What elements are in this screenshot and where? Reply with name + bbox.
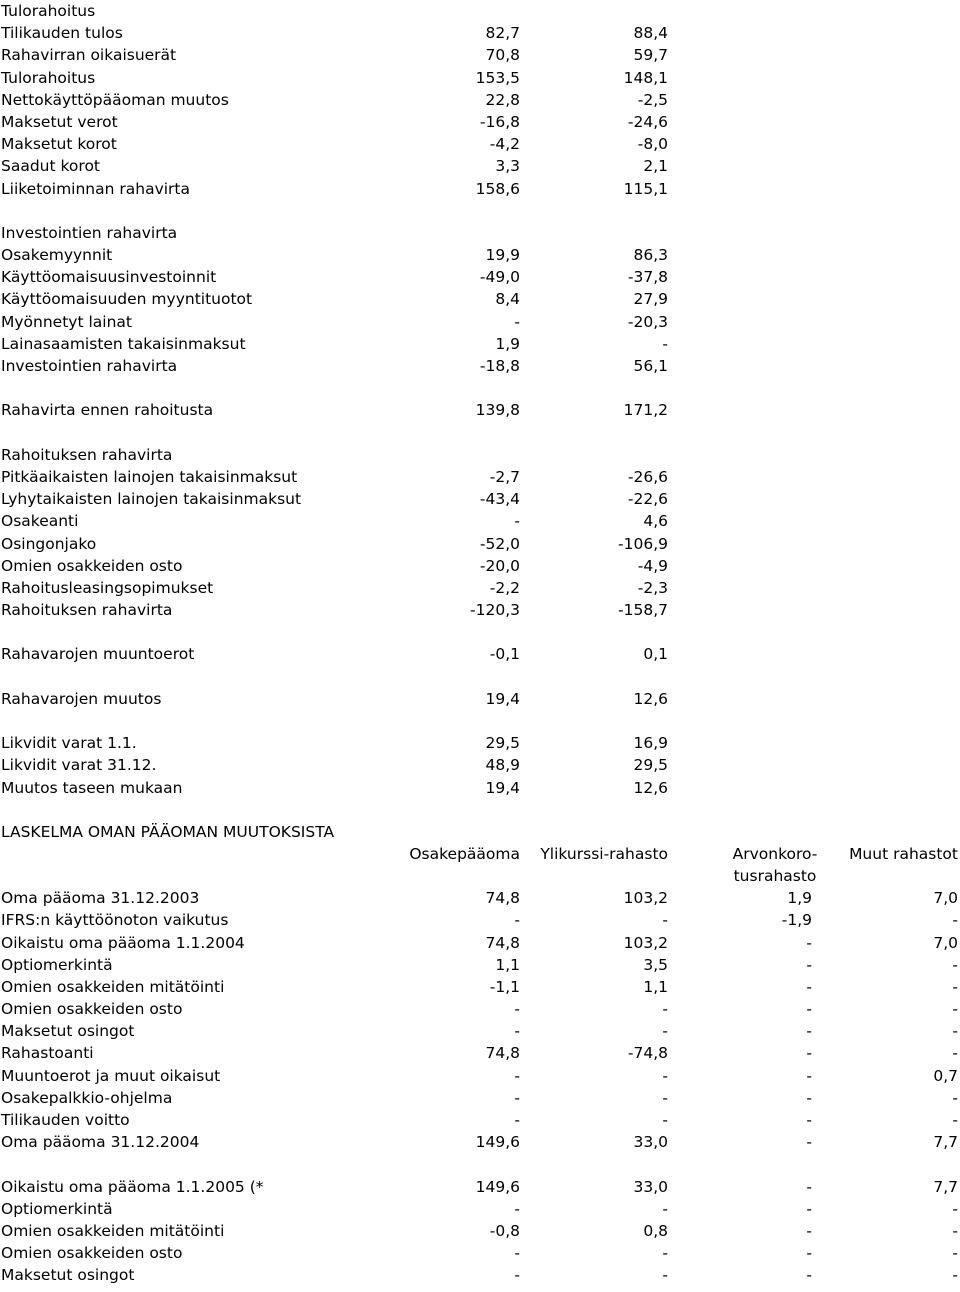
cashflow-row [0,222,960,244]
equity-statement [0,821,960,1287]
row-label: Osakepalkkio-ohjelma [1,1088,173,1107]
value-muut-rahastot: 7,7 [933,1133,958,1152]
value-osakepaaoma: - [514,911,520,930]
value-arvonkorotusrahasto: - [806,1177,812,1196]
value-2004: 86,3 [633,246,668,265]
row-label: Optiomerkintä [1,1199,113,1218]
row-label: Muutos taseen mukaan [1,778,183,797]
value-muut-rahastot: - [952,1244,958,1263]
equity-row [0,909,960,931]
cashflow-row [0,22,960,44]
value-arvonkorotusrahasto: - [806,977,812,996]
equity-title [0,821,960,843]
value-ylikurssirahasto: -74,8 [627,1044,668,1063]
value-2005: -49,0 [479,268,520,287]
row-label: Maksetut osingot [1,1022,135,1041]
cashflow-row [0,754,960,776]
header-arvonkorotusrahasto [720,843,830,887]
value-2004: -4,9 [637,556,668,575]
equity-row [0,1264,960,1286]
equity-column-headers [0,843,960,887]
header-ylikurssirahasto: Ylikurssi-rahasto [540,845,668,864]
cashflow-row [0,0,960,22]
equity-row [0,1176,960,1198]
row-label: Investointien rahavirta [1,223,178,242]
equity-row [0,998,960,1020]
value-2005: -20,0 [479,556,520,575]
row-label: Rahavirta ennen rahoitusta [1,401,214,420]
header-arvonkorotusrahasto-line2: tusrahasto [733,867,817,886]
equity-rows [0,887,960,1286]
row-label: Lainasaamisten takaisinmaksut [1,334,246,353]
value-arvonkorotusrahasto: - [806,1199,812,1218]
row-label: Maksetut korot [1,135,117,154]
value-osakepaaoma: - [514,1111,520,1129]
value-osakepaaoma: - [514,1022,520,1041]
value-muut-rahastot: 7,7 [933,1177,958,1196]
cashflow-row [0,67,960,89]
cashflow-row [0,44,960,66]
value-ylikurssirahasto: 103,2 [623,933,668,952]
value-muut-rahastot: - [952,1044,958,1063]
value-arvonkorotusrahasto: - [806,1066,812,1085]
value-2005: - [514,312,520,331]
cashflow-row [0,466,960,488]
row-label: Lyhytaikaisten lainojen takaisinmaksut [1,490,302,509]
section-gap [0,666,960,688]
value-2005: -120,3 [470,601,520,620]
section-gap [0,710,960,732]
cashflow-row [0,311,960,333]
value-arvonkorotusrahasto: - [806,1266,812,1285]
value-muut-rahastot: - [952,1266,958,1285]
value-muut-rahastot: - [952,911,958,930]
row-label: Likvidit varat 31.12. [1,756,157,775]
equity-row [0,1220,960,1242]
value-2005: -2,7 [489,467,520,486]
section-gap [0,377,960,399]
value-2004: 27,9 [633,290,668,309]
section-gap [0,1153,960,1175]
cashflow-row [0,643,960,665]
value-2005: -52,0 [479,534,520,553]
value-muut-rahastot: 0,7 [933,1066,958,1085]
row-label: Omien osakkeiden mitätöinti [1,1221,225,1240]
value-2004: 29,5 [633,756,668,775]
value-arvonkorotusrahasto: - [806,1133,812,1152]
value-osakepaaoma: 149,6 [475,1177,520,1196]
value-2004: 148,1 [623,68,668,87]
value-ylikurssirahasto: 33,0 [633,1133,668,1152]
value-ylikurssirahasto: - [662,911,668,930]
row-label: IFRS:n käyttöönoton vaikutus [1,911,229,930]
value-2004: -22,6 [627,490,668,509]
value-arvonkorotusrahasto: - [806,1221,812,1240]
value-2004: 56,1 [633,357,668,375]
row-label: Oma pääoma 31.12.2004 [1,1133,200,1152]
value-2004: 115,1 [623,179,668,198]
value-muut-rahastot: - [952,1221,958,1240]
value-osakepaaoma: -0,8 [489,1221,520,1240]
cashflow-row [0,688,960,710]
value-2005: 22,8 [485,90,520,109]
row-label: Tulorahoitus [1,68,96,87]
value-osakepaaoma: 149,6 [475,1133,520,1152]
row-label: Liiketoiminnan rahavirta [1,179,190,198]
value-arvonkorotusrahasto: - [806,1022,812,1041]
value-2004: 88,4 [633,24,668,43]
row-label: Omien osakkeiden osto [1,1000,183,1019]
row-label: Käyttöomaisuusinvestoinnit [1,268,217,287]
value-2005: 70,8 [485,46,520,65]
value-2005: -2,2 [489,578,520,597]
value-arvonkorotusrahasto: - [806,933,812,952]
value-2004: 4,6 [643,512,668,531]
cashflow-row [0,355,960,377]
value-osakepaaoma: - [514,1088,520,1107]
value-2005: 8,4 [495,290,520,309]
equity-row [0,1198,960,1220]
cashflow-row [0,555,960,577]
value-2005: 158,6 [475,179,520,198]
value-osakepaaoma: - [514,1000,520,1019]
value-ylikurssirahasto: 103,2 [623,889,668,908]
row-label: Oikaistu oma pääoma 1.1.2004 [1,933,245,952]
value-muut-rahastot: - [952,1111,958,1129]
value-2004: -37,8 [627,268,668,287]
value-ylikurssirahasto: - [662,1000,668,1019]
header-arvonkorotusrahasto-line1: Arvonkoro- [732,845,818,864]
row-label: Pitkäaikaisten lainojen takaisinmaksut [1,467,298,486]
value-osakepaaoma: 74,8 [485,1044,520,1063]
value-arvonkorotusrahasto: - [806,1111,812,1129]
value-2004: -8,0 [637,135,668,154]
cashflow-row [0,244,960,266]
equity-row [0,887,960,909]
row-label: Maksetut osingot [1,1266,135,1285]
row-label: Rahoituksen rahavirta [1,601,173,620]
value-muut-rahastot: - [952,955,958,974]
equity-row [0,1042,960,1064]
row-label: Käyttöomaisuuden myyntituotot [1,290,253,309]
row-label: Tilikauden tulos [1,24,123,43]
value-2004: -158,7 [618,601,668,620]
value-ylikurssirahasto: - [662,1111,668,1129]
row-label: Likvidit varat 1.1. [1,734,137,753]
row-label: Osingonjako [1,534,97,553]
cashflow-row [0,599,960,621]
value-osakepaaoma: - [514,1066,520,1085]
row-label: Rahavarojen muuntoerot [1,645,195,664]
equity-title-text: LASKELMA OMAN PÄÄOMAN MUUTOKSISTA [1,822,335,841]
value-osakepaaoma: 1,1 [495,955,520,974]
value-muut-rahastot: - [952,1022,958,1041]
value-osakepaaoma: - [514,1244,520,1263]
value-2005: 19,4 [485,778,520,797]
section-gap [0,621,960,643]
value-2005: -18,8 [479,357,520,375]
row-label: Rahavarojen muutos [1,689,162,708]
value-ylikurssirahasto: - [662,1244,668,1263]
value-ylikurssirahasto: - [662,1066,668,1085]
section-gap [0,799,960,821]
row-label: Myönnetyt lainat [1,312,132,331]
cashflow-row [0,488,960,510]
row-label: Saadut korot [1,157,101,176]
value-muut-rahastot: - [952,1088,958,1107]
equity-row [0,976,960,998]
section-gap [0,422,960,444]
row-label: Optiomerkintä [1,955,113,974]
row-label: Tilikauden voitto [1,1111,130,1129]
cashflow-row [0,777,960,799]
row-label: Investointien rahavirta [1,357,178,375]
value-2004: -24,6 [627,112,668,131]
value-2005: 19,4 [485,689,520,708]
value-2005: 3,3 [495,157,520,176]
value-osakepaaoma: 74,8 [485,889,520,908]
cashflow-row [0,333,960,355]
cashflow-row [0,133,960,155]
value-2004: -26,6 [627,467,668,486]
value-2005: -43,4 [479,490,520,509]
cashflow-row [0,577,960,599]
equity-row [0,932,960,954]
equity-row [0,954,960,976]
value-2005: 139,8 [475,401,520,420]
value-2005: 1,9 [495,334,520,353]
value-osakepaaoma: - [514,1266,520,1285]
header-muut-rahastot: Muut rahastot [849,845,958,864]
value-muut-rahastot: 7,0 [933,889,958,908]
value-2005: -0,1 [489,645,520,664]
cashflow-row [0,155,960,177]
value-2004: 59,7 [633,46,668,65]
row-label: Rahoituksen rahavirta [1,445,173,464]
value-2005: 82,7 [485,24,520,43]
row-label: Oikaistu oma pääoma 1.1.2005 (* [1,1177,264,1196]
value-2004: 171,2 [623,401,668,420]
value-2005: -4,2 [489,135,520,154]
row-label: Muuntoerot ja muut oikaisut [1,1066,221,1085]
cashflow-row [0,444,960,466]
value-ylikurssirahasto: - [662,1088,668,1107]
cashflow-row [0,732,960,754]
value-arvonkorotusrahasto: 1,9 [787,889,812,908]
value-ylikurssirahasto: - [662,1022,668,1041]
cashflow-row [0,533,960,555]
row-label: Omien osakkeiden osto [1,556,183,575]
row-label: Rahastoanti [1,1044,94,1063]
row-label: Omien osakkeiden mitätöinti [1,977,225,996]
cashflow-row [0,288,960,310]
value-arvonkorotusrahasto: - [806,955,812,974]
value-2005: 19,9 [485,246,520,265]
value-2004: 0,1 [643,645,668,664]
value-muut-rahastot: - [952,977,958,996]
value-2004: -106,9 [618,534,668,553]
value-ylikurssirahasto: 1,1 [643,977,668,996]
value-muut-rahastot: 7,0 [933,933,958,952]
value-2004: 2,1 [643,157,668,176]
equity-row [0,1087,960,1109]
header-osakepaaoma: Osakepääoma [409,845,520,864]
row-label: Maksetut verot [1,112,118,131]
equity-row [0,1109,960,1131]
equity-row [0,1065,960,1087]
value-2005: -16,8 [479,112,520,131]
value-osakepaaoma: - [514,1199,520,1218]
value-arvonkorotusrahasto: -1,9 [781,911,812,930]
value-2004: -2,5 [637,90,668,109]
value-arvonkorotusrahasto: - [806,1244,812,1263]
value-osakepaaoma: 74,8 [485,933,520,952]
value-2004: -20,3 [627,312,668,331]
value-muut-rahastot: - [952,1199,958,1218]
value-ylikurssirahasto: 33,0 [633,1177,668,1196]
row-label: Oma pääoma 31.12.2003 [1,889,200,908]
equity-row [0,1131,960,1153]
row-label: Osakemyynnit [1,246,113,265]
value-2005: 153,5 [475,68,520,87]
value-muut-rahastot: - [952,1000,958,1019]
value-ylikurssirahasto: 0,8 [643,1221,668,1240]
equity-row [0,1242,960,1264]
cashflow-row [0,266,960,288]
value-2004: -2,3 [637,578,668,597]
row-label: Rahoitusleasingsopimukset [1,578,214,597]
row-label: Rahavirran oikaisuerät [1,46,177,65]
cashflow-row [0,111,960,133]
value-arvonkorotusrahasto: - [806,1044,812,1063]
value-ylikurssirahasto: - [662,1199,668,1218]
value-2004: 12,6 [633,778,668,797]
row-label: Osakeanti [1,512,79,531]
row-label: Nettokäyttöpääoman muutos [1,90,229,109]
value-2004: 16,9 [633,734,668,753]
section-gap [0,200,960,222]
cashflow-row [0,510,960,532]
row-label: Omien osakkeiden osto [1,1244,183,1263]
value-ylikurssirahasto: 3,5 [643,955,668,974]
value-osakepaaoma: -1,1 [489,977,520,996]
value-2004: - [662,334,668,353]
value-2004: 12,6 [633,689,668,708]
cashflow-row [0,178,960,200]
value-2005: 48,9 [485,756,520,775]
value-arvonkorotusrahasto: - [806,1000,812,1019]
value-arvonkorotusrahasto: - [806,1088,812,1107]
value-ylikurssirahasto: - [662,1266,668,1285]
row-label: Tulorahoitus [1,2,96,20]
cashflow-row [0,399,960,421]
cashflow-row [0,89,960,111]
value-2005: - [514,512,520,531]
equity-row [0,1020,960,1042]
value-2005: 29,5 [485,734,520,753]
